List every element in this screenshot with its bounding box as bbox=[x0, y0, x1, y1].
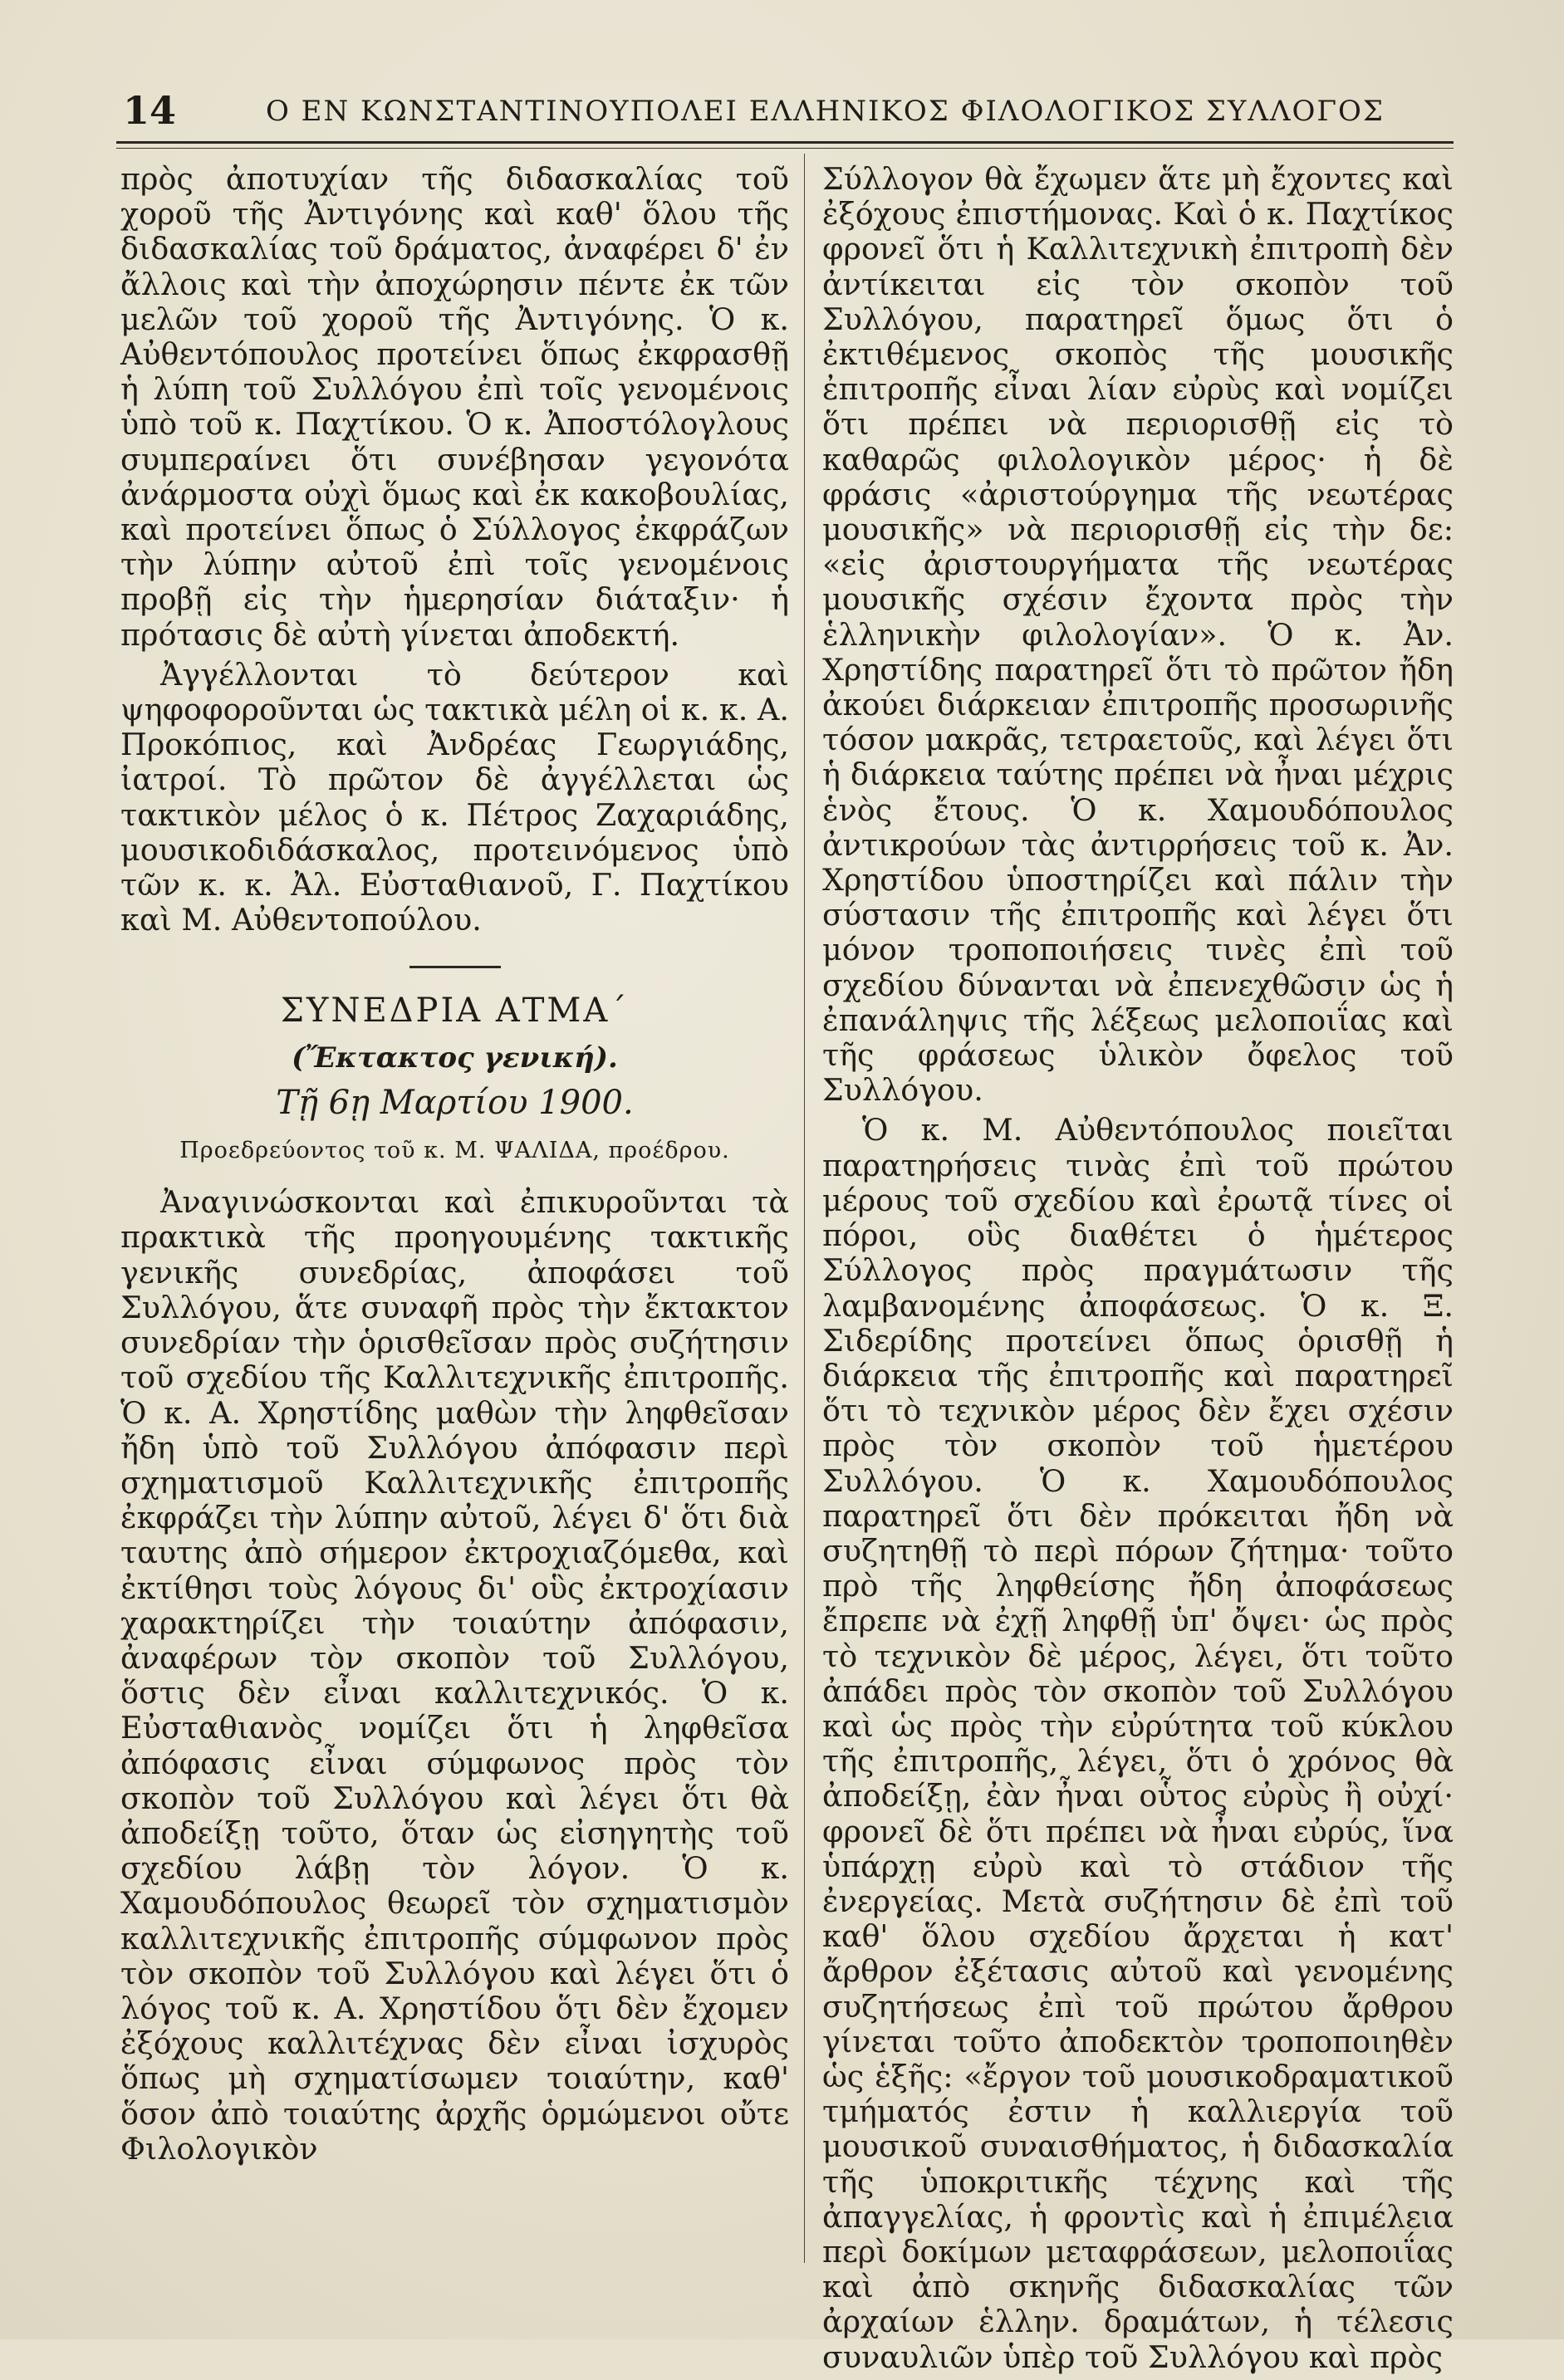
session-title: ΣΥΝΕΔΡΙΑ ΑΤΜΑ΄ bbox=[280, 992, 630, 1031]
left-paragraph-1: πρὸς ἀποτυχίαν τῆς διδασκαλίας τοῦ χοροῦ τῆς Ἀντιγόνης καὶ καθ' ὅλου τῆς διδασκαλίας τοῦ δράματος, ἀναφέρει δ' ἐν ἄλλοις καὶ τὴν ἀποχώρησιν πέντε ἐκ τῶν μελῶν τοῦ χοροῦ τῆς Ἀντιγόνης. Ὁ κ. Αὐθεντόπουλος προτείνει ὅπως ἐκφρασθῇ ἡ λύπη τοῦ Συλλόγου ἐπὶ τοῖς γενομένοις ὑπὸ τοῦ κ. Παχτίκου. Ὁ κ. Ἀποστόλογλους συμπεραίνει ὅτι συνέβησαν γεγονότα ἀνάρμοστα οὐχὶ ὅμως καὶ ἐκ κακοβουλίας, καὶ προτείνει ὅπως ὁ Σύλλογος ἐκφράζων τὴν λύπην αὐτοῦ ἐπὶ τοῖς γενομένοις προβῇ εἰς τὴν ἡμερησίαν διάταξιν· ἡ πρότασις δὲ αὐτὴ γίνεται ἀποδεκτή. bbox=[120, 161, 789, 653]
section-separator bbox=[409, 966, 501, 968]
header-rule-thin bbox=[116, 148, 1454, 149]
left-paragraph-3: Ἀναγινώσκονται καὶ ἐπικυροῦνται τὰ πρακτικὰ τῆς προηγουμένης τακτικῆς γενικῆς συνεδρίας, ἀποφάσει τοῦ Συλλόγου, ἅτε συναφῆ πρὸς τὴν ἔκτακτον συνεδρίαν τὴν ὁρισθεῖσαν πρὸς συζήτησιν τοῦ σχεδίου τῆς Καλλιτεχνικῆς ἐπιτροπῆς. Ὁ κ. Α. Χρηστίδης μαθὼν τὴν ληφθεῖσαν ἤδη ὑπὸ τοῦ Συλλόγου ἀπόφασιν περὶ σχηματισμοῦ Καλλιτεχνικῆς ἐπιτροπῆς ἐκφράζει τὴν λύπην αὐτοῦ, λέγει δ' ὅτι διὰ ταυτης ἀπὸ σήμερον ἐκτροχιαζόμεθα, καὶ ἐκτίθησι τοὺς λόγους δι' οὓς ἐκτροχίασιν χαρακτηρίζει τὴν τοιαύτην ἀπόφασιν, ἀναφέρων τὸν σκοπὸν τοῦ Συλλόγου, ὅστις δὲν εἶναι καλλιτεχνικός. Ὁ κ. Εὐσταθιανὸς νομίζει ὅτι ἡ ληφθεῖσα ἀπόφασις εἶναι σύμφωνος πρὸς τὸν σκοπὸν τοῦ Συλλόγου καὶ λέγει ὅτι θὰ ἀποδείξῃ τοῦτο, ὅταν ὡς εἰσηγητὴς τοῦ σχεδίου λάβῃ τὸν λόγον. Ὁ κ. Χαμουδόπουλος θεωρεῖ τὸν σχηματισμὸν καλλιτεχνικῆς ἐπιτροπῆς σύμφωνον πρὸς τὸν σκοπὸν τοῦ Συλλόγου καὶ λέγει ὅτι ὁ λόγος τοῦ κ. Α. Χρηστίδου ὅτι δὲν ἔχομεν ἐξόχους καλλιτέχνας δὲν εἶναι ἰσχυρὸς ὅπως μὴ σχηματίσωμεν τοιαύτην, καθ' ὅσον ἀπὸ τοιαύτης ἀρχῆς ὁρμώμενοι οὔτε Φιλολογικὸν bbox=[120, 1184, 789, 2167]
page-header bbox=[116, 83, 1454, 133]
right-paragraph-1: Σύλλογον θὰ ἔχωμεν ἅτε μὴ ἔχοντες καὶ ἐξόχους ἐπιστήμονας. Καὶ ὁ κ. Παχτίκος φρονεῖ ὅτι ἡ Καλλιτεχνικὴ ἐπιτροπὴ δὲν ἀντίκειται εἰς τὸν σκοπὸν τοῦ Συλλόγου, παρατηρεῖ ὅμως ὅτι ὁ ἐκτιθέμενος σκοπὸς τῆς μουσικῆς ἐπιτροπῆς εἶναι λίαν εὐρὺς καὶ νομίζει ὅτι πρέπει νὰ περιορισθῇ εἰς τὸ καθαρῶς φιλολογικὸν μέρος· ἡ δὲ φράσις «ἀριστούργημα τῆς νεωτέρας μουσικῆς» νὰ περιορισθῇ εἰς τὴν δε: «εἰς ἀριστουργήματα τῆς νεωτέρας μουσικῆς σχέσιν ἔχοντα πρὸς τὴν ἑλληνικὴν φιλολογίαν». Ὁ κ. Ἀν. Χρηστίδης παρατηρεῖ ὅτι τὸ πρῶτον ἤδη ἀκούει διάρκειαν ἐπιτροπῆς προσωρινῆς τόσον μακρᾶς, τετραετοῦς, καὶ λέγει ὅτι ἡ διάρκεια ταύτης πρέπει νὰ ἦναι μέχρις ἑνὸς ἔτους. Ὁ κ. Χαμουδόπουλος ἀντικρούων τὰς ἀντιρρήσεις τοῦ κ. Ἀν. Χρηστίδου ὑποστηρίζει καὶ πάλιν τὴν σύστασιν τῆς ἐπιτροπῆς καὶ λέγει ὅτι μόνον τροποποιήσεις τινὲς ἐπὶ τοῦ σχεδίου δύνανται νὰ ἐπενεχθῶσιν ὡς ἡ ἐπανάληψις τῆς λέξεως μελοποιΐας καὶ τῆς φράσεως ὑλικὸν ὄφελος τοῦ Συλλόγου. bbox=[822, 161, 1454, 1109]
running-title: Ο ΕΝ ΚΩΝΣΤΑΝΤΙΝΟΥΠΟΛΕΙ ΕΛΛΗΝΙΚΟΣ ΦΙΛΟΛΟΓΙΚΟΣ ΣΥΛΛΟΓΟΣ bbox=[266, 95, 1385, 128]
right-column bbox=[822, 162, 1454, 2380]
session-heading bbox=[120, 993, 789, 1168]
right-paragraph-2: Ὁ κ. Μ. Αὐθεντόπουλος ποιεῖται παρατηρήσεις τινὰς ἐπὶ τοῦ πρώτου μέρους τοῦ σχεδίου καὶ ἐρωτᾷ τίνες οἱ πόροι, οὓς διαθέτει ὁ ἡμέτερος Σύλλογος πρὸς πραγμάτωσιν τῆς λαμβανομένης ἀποφάσεως. Ὁ κ. Ξ. Σιδερίδης προτείνει ὅπως ὁρισθῇ ἡ διάρκεια τῆς ἐπιτροπῆς καὶ παρατηρεῖ ὅτι τὸ τεχνικὸν μέρος δὲν ἔχει σχέσιν πρὸς τὸν σκοπὸν τοῦ ἡμετέρου Συλλόγου. Ὁ κ. Χαμουδόπουλος παρατηρεῖ ὅτι δὲν πρόκειται ἤδη νὰ συζητηθῇ τὸ περὶ πόρων ζήτημα· τοῦτο πρὸ τῆς ληφθείσης ἤδη ἀποφάσεως ἔπρεπε νὰ ἐχῇ ληφθῇ ὑπ' ὄψει· ὡς πρὸς τὸ τεχνικὸν δὲ μέρος, λέγει, ὅτι τοῦτο ἀπάδει πρὸς τὸν σκοπὸν τοῦ Συλλόγου καὶ ὡς πρὸς τὴν εὐρύτητα τοῦ κύκλου τῆς ἐπιτροπῆς, λέγει, ὅτι ὁ χρόνος θὰ ἀποδείξῃ, ἐὰν ἦναι οὗτος εὐρὺς ἢ οὐχί· φρονεῖ δὲ ὅτι πρέπει νὰ ἦναι εὐρύς, ἵνα ὑπάρχῃ εὐρὺ καὶ τὸ στάδιον τῆς ἐνεργείας. Μετὰ συζήτησιν δὲ ἐπὶ τοῦ καθ' ὅλου σχεδίου ἄρχεται ἡ κατ' ἄρθρον ἐξέτασις αὐτοῦ καὶ γενομένης συζητήσεως ἐπὶ τοῦ πρώτου ἄρθρου γίνεται τοῦτο ἀποδεκτὸν τροποποιηθὲν ὡς ἑξῆς: «ἔργον τοῦ μουσικοδραματικοῦ τμήματός ἐστιν ἡ καλλιεργία τοῦ μουσικοῦ συναισθήματος, ἡ διδασκαλία τῆς ὑποκριτικῆς τέχνης καὶ τῆς ἀπαγγελίας, ἡ φροντὶς καὶ ἡ ἐπιμέλεια περὶ δοκίμων μεταφράσεων, μελοποιΐας καὶ ἀπὸ σκηνῆς διδασκαλίας τῶν ἀρχαίων ἑλλην. δραμάτων, ἡ τέλεσις συναυλιῶν ὑπὲρ τοῦ Συλλόγου καὶ πρὸς bbox=[822, 1112, 1454, 2375]
page-number: 14 bbox=[123, 88, 177, 133]
session-chair: Προεδρεύοντος τοῦ κ. Μ. ΨΑΛΙΔΑ, προέδρου. bbox=[179, 1138, 730, 1164]
left-paragraph-2: Ἀγγέλλονται τὸ δεύτερον καὶ ψηφοφοροῦνται ὡς τακτικὰ μέλη οἱ κ. κ. Α. Προκόπιος, καὶ Ἀνδρέας Γεωργιάδης, ἰατροί. Τὸ πρῶτον δὲ ἀγγέλλεται ὡς τακτικὸν μέλος ὁ κ. Πέτρος Ζαχαριάδης, μουσικοδιδάσκαλος, προτεινόμενος ὑπὸ τῶν κ. κ. Ἀλ. Εὐσταθιανοῦ, Γ. Παχτίκου καὶ Μ. Αὐθεντοπούλου. bbox=[120, 656, 789, 938]
header-rule bbox=[116, 141, 1454, 144]
column-divider bbox=[804, 154, 805, 2263]
session-date: Τῇ 6ῃ Μαρτίου 1900. bbox=[276, 1083, 634, 1122]
session-subtitle: (Ἔκτακτος γενική). bbox=[292, 1041, 618, 1075]
left-column bbox=[120, 162, 789, 2172]
